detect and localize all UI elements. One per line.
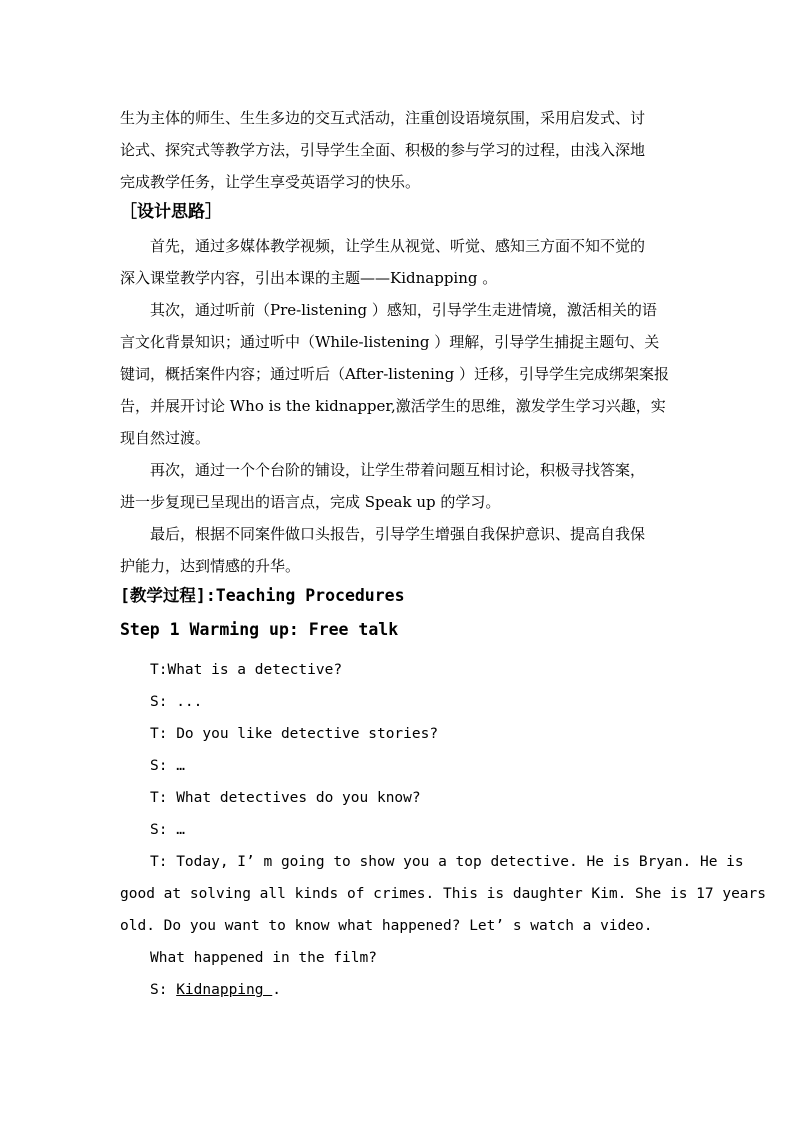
answer-blank: Kidnapping — [176, 982, 273, 998]
dialogue-line: T: Today, I’ m going to show you a top detective. He is Bryan. He is — [150, 854, 744, 870]
design-p4-line-1: 最后，根据不同案件做口头报告，引导学生增强自我保护意识、提高自我保 — [150, 525, 646, 543]
design-p2-line-4: 告，并展开讨论 Who is the kidnapper,激活学生的思维，激发学生学习兴趣，实 — [120, 397, 666, 415]
dialogue-line: T: What detectives do you know? — [150, 790, 421, 806]
intro-line-3: 完成教学任务，让学生享受英语学习的快乐。 — [120, 173, 421, 191]
design-p1-line-2: 深入课堂教学内容，引出本课的主题——Kidnapping 。 — [120, 269, 498, 287]
answer-period: . — [272, 982, 281, 998]
dialogue-line: What happened in the film? — [150, 950, 377, 966]
dialogue-line: T: Do you like detective stories? — [150, 726, 439, 742]
dialogue-line: S: … — [150, 822, 185, 838]
procedures-heading: [教学过程]:Teaching Procedures — [120, 586, 405, 605]
intro-line-2: 论式、探究式等教学方法，引导学生全面、积极的参与学习的过程，由浅入深地 — [120, 141, 646, 159]
design-p3-line-1: 再次，通过一个个台阶的铺设，让学生带着问题互相讨论，积极寻找答案， — [150, 461, 646, 479]
dialogue-line: old. Do you want to know what happened? Let’ s watch a video. — [120, 918, 653, 934]
dialogue-line: good at solving all kinds of crimes. This is daughter Kim. She is 17 years — [120, 886, 767, 902]
design-p1-line-1: 首先，通过多媒体教学视频，让学生从视觉、听觉、感知三方面不知不觉的 — [150, 237, 646, 255]
intro-line-1: 生为主体的师生、生生多边的交互式活动，注重创设语境氛围，采用启发式、讨 — [120, 109, 646, 127]
design-p3-line-2: 进一步复现已呈现出的语言点，完成 Speak up 的学习。 — [120, 493, 501, 511]
design-p4-line-2: 护能力，达到情感的升华。 — [120, 557, 301, 575]
speaker-prefix: S: — [150, 982, 177, 998]
design-p2-line-3: 键词，概括案件内容；通过听后（After-listening ）迁移，引导学生完成绑架案报 — [120, 365, 669, 383]
design-p2-line-1: 其次，通过听前（Pre-listening ）感知，引导学生走进情境，激活相关的语 — [150, 301, 657, 319]
design-heading: ［设计思路］ — [120, 202, 222, 222]
dialogue-line: S: … — [150, 758, 185, 774]
dialogue-line: S: ... — [150, 694, 203, 710]
dialogue-line: T:What is a detective? — [150, 662, 343, 678]
design-p2-line-2: 言文化背景知识；通过听中（While-listening ）理解，引导学生捕捉主题句、关 — [120, 333, 660, 351]
dialogue-answer-line — [150, 980, 281, 1000]
design-p2-line-5: 现自然过渡。 — [120, 429, 211, 447]
step1-heading: Step 1 Warming up: Free talk — [120, 620, 399, 639]
